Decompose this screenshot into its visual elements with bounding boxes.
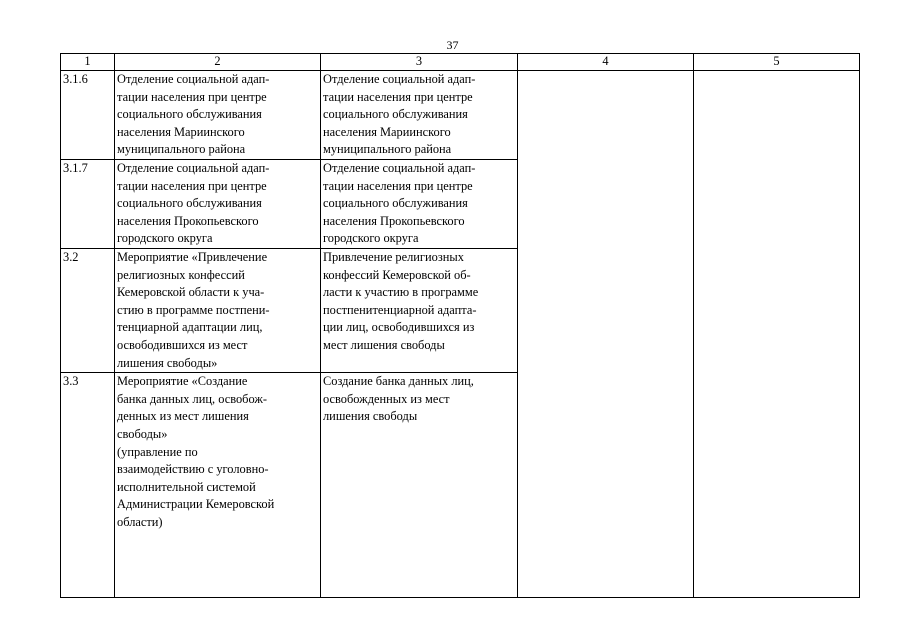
header-col-3: 3 (321, 54, 518, 71)
row-description-cell: Отделение социальной адап- тации населения при центре социального обслуживания населения Мариинского муниципального района (321, 71, 518, 160)
table-row (61, 71, 860, 160)
header-col-4: 4 (518, 54, 694, 71)
row-event-cell: Мероприятие «Привлечение религиозных конфессий Кемеровской области к уча- стию в программе постпени- тенциарной адаптации лиц, освободившихся из мест лишения свободы» (115, 248, 321, 372)
row-number: 3.1.7 (61, 160, 115, 249)
row-event-cell: Отделение социальной адап- тации населения при центре социального обслуживания населения Мариинского муниципального района (115, 71, 321, 160)
header-col-5: 5 (694, 54, 860, 71)
row-event-cell: Отделение социальной адап- тации населения при центре социального обслуживания населения Прокопьевского городского округа (115, 160, 321, 249)
row-number: 3.1.6 (61, 71, 115, 160)
document-table (60, 53, 860, 598)
row-number: 3.2 (61, 248, 115, 372)
row-description-cell: Привлечение религиозных конфессий Кемеровской об- ласти к участию в программе постпенитенциарной адапта- ции лиц, освободившихся из мест лишения свободы (321, 248, 518, 372)
header-col-1: 1 (61, 54, 115, 71)
column-5-cell (694, 71, 860, 598)
row-number: 3.3 (61, 373, 115, 598)
header-col-2: 2 (115, 54, 321, 71)
row-description-cell: Отделение социальной адап- тации населения при центре социального обслуживания населения Прокопьевского городского округа (321, 160, 518, 249)
row-description-cell: Создание банка данных лиц, освобожденных из мест лишения свободы (321, 373, 518, 598)
column-4-cell (518, 71, 694, 598)
table-header-row (61, 54, 860, 71)
row-event-cell: Мероприятие «Создание банка данных лиц, освобож- денных из мест лишения свободы» (управление по взаимодействию с уголовно- исполнительной системой Администрации Кемеровской области) (115, 373, 321, 598)
page-number: 37 (446, 38, 459, 52)
